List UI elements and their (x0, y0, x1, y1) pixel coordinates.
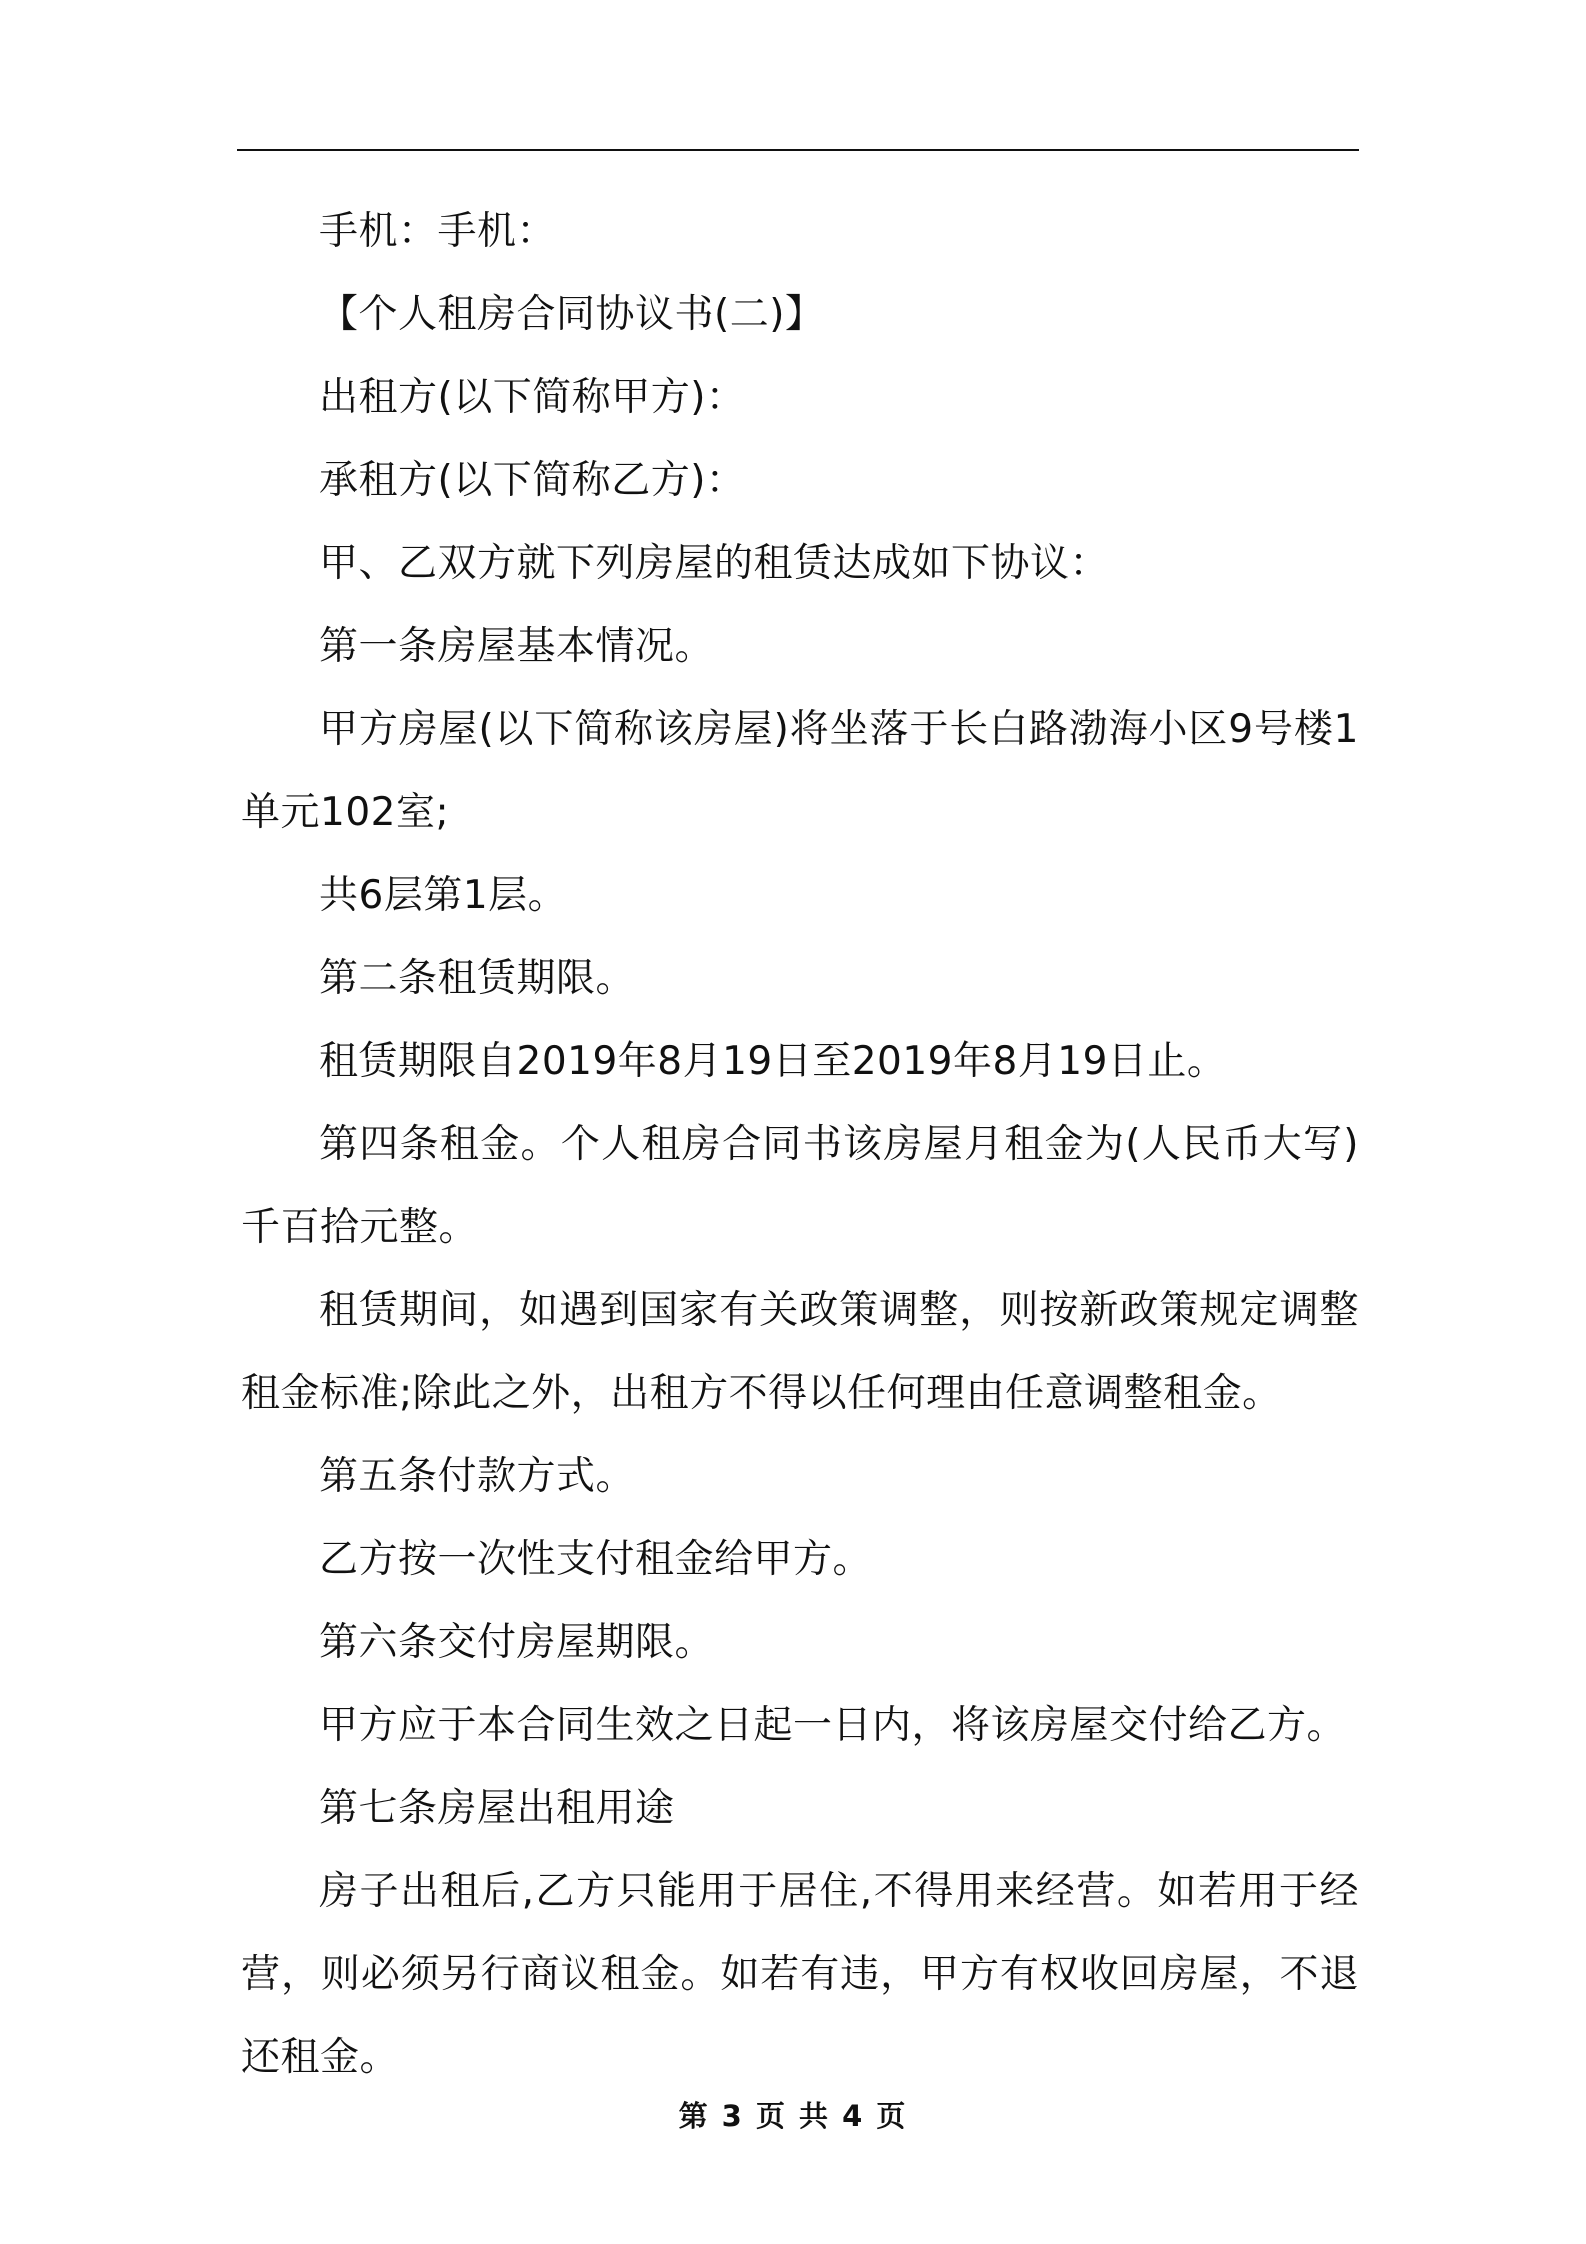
paragraph-phone: 手机：手机： (319, 209, 557, 254)
paragraph-article-4-rent: 第四条租金。个人租房合同书该房屋月租金为(人民币大写)千百拾元整。 (241, 1122, 1359, 1250)
paragraph-article-7-heading: 第七条房屋出租用途 (319, 1786, 675, 1831)
paragraph-usage-restriction: 房子出租后,乙方只能用于居住,不得用来经营。如若用于经营，则必须另行商议租金。如若有违，甲方有权收回房屋，不退还租金。 (241, 1869, 1359, 2080)
paragraph-section-title: 【个人租房合同协议书(二)】 (319, 292, 825, 337)
paragraph-article-5-heading: 第五条付款方式。 (319, 1454, 636, 1499)
paragraph-article-6-heading: 第六条交付房屋期限。 (319, 1620, 715, 1665)
paragraph-article-1-heading: 第一条房屋基本情况。 (319, 624, 715, 669)
paragraph-lease-term: 租赁期限自2019年8月19日至2019年8月19日止。 (319, 1039, 1227, 1084)
paragraph-lessor: 出租方(以下简称甲方)： (319, 375, 746, 420)
paragraph-delivery-term: 甲方应于本合同生效之日起一日内，将该房屋交付给乙方。 (319, 1703, 1347, 1748)
paragraph-payment-method: 乙方按一次性支付租金给甲方。 (319, 1537, 873, 1582)
document-body (241, 190, 1359, 2099)
paragraph-floor: 共6层第1层。 (319, 873, 568, 918)
page-number: 第 3 页 共 4 页 (678, 2099, 908, 2133)
paragraph-agreement-intro: 甲、乙双方就下列房屋的租赁达成如下协议： (319, 541, 1110, 586)
paragraph-lessee: 承租方(以下简称乙方)： (319, 458, 746, 503)
header-rule (237, 149, 1359, 151)
paragraph-property-address: 甲方房屋(以下简称该房屋)将坐落于长白路渤海小区9号楼1单元102室; (241, 707, 1359, 835)
paragraph-rent-adjustment: 租赁期间，如遇到国家有关政策调整，则按新政策规定调整租金标准;除此之外，出租方不得以任何理由任意调整租金。 (241, 1288, 1359, 1416)
paragraph-article-2-heading: 第二条租赁期限。 (319, 956, 636, 1001)
